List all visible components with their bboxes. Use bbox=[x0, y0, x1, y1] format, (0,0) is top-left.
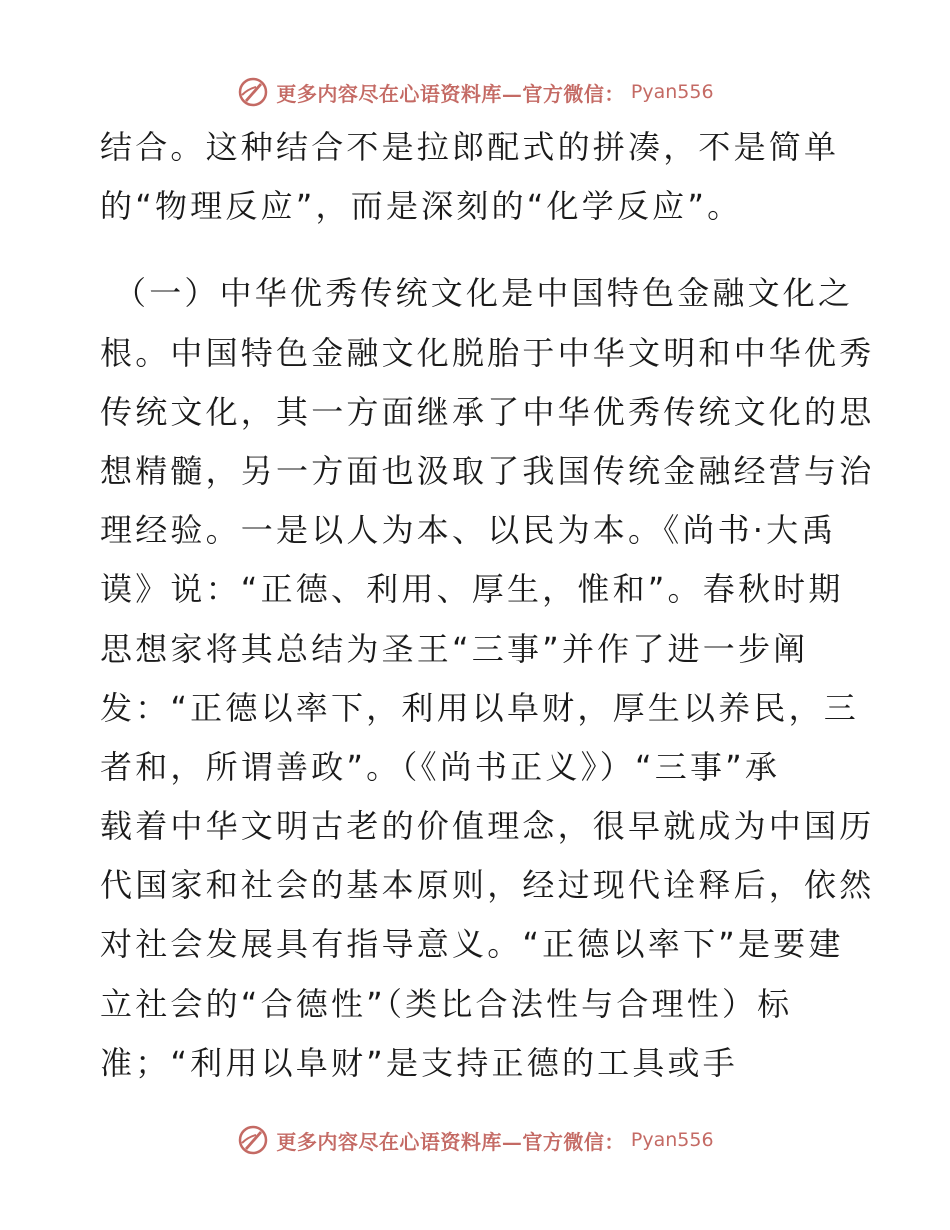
text-line: 思想家将其总结为圣王“三事”并作了进一步阐 bbox=[100, 629, 809, 668]
document-body bbox=[100, 118, 875, 1093]
text-line: 谟》说：“正德、利用、厚生，惟和”。春秋时期 bbox=[100, 570, 844, 609]
text-line: 代国家和社会的基本原则，经过现代诠释后，依然 bbox=[100, 866, 875, 905]
watermark-footer bbox=[0, 1120, 950, 1160]
quill-logo-icon bbox=[236, 75, 270, 109]
text-line: 理经验。一是以人为本、以民为本。《尚书·大禹 bbox=[100, 511, 837, 550]
text-line: （一）中华优秀传统文化是中国特色金融文化之 bbox=[114, 274, 854, 313]
quill-logo-icon bbox=[236, 1123, 270, 1157]
text-line: 对社会发展具有指导意义。“正德以率下”是要建 bbox=[100, 925, 844, 964]
text-line: 立社会的“合德性”（类比合法性与合理性）标 bbox=[100, 984, 793, 1023]
paragraph-2 bbox=[100, 264, 875, 1093]
watermark-wechat-id: Pyan556 bbox=[630, 1129, 714, 1151]
text-line: 传统文化，其一方面继承了中华优秀传统文化的思 bbox=[100, 392, 875, 431]
text-line: 的“物理反应”，而是深刻的“化学反应”。 bbox=[100, 187, 743, 226]
watermark-text: 更多内容尽在心语资料库—官方微信： bbox=[276, 1129, 625, 1154]
text-line: 者和，所谓善政”。（《尚书正义》）“三事”承 bbox=[100, 747, 781, 786]
watermark-wechat-id: Pyan556 bbox=[630, 81, 714, 103]
paragraph-1 bbox=[100, 118, 860, 236]
text-line: 准；“利用以阜财”是支持正德的工具或手 bbox=[100, 1043, 738, 1082]
text-line: 想精髓，另一方面也汲取了我国传统金融经营与治 bbox=[100, 451, 875, 490]
watermark-text: 更多内容尽在心语资料库—官方微信： bbox=[276, 81, 625, 106]
text-line: 发：“正德以率下，利用以阜财，厚生以养民，三 bbox=[100, 688, 859, 727]
text-line: 根。中国特色金融文化脱胎于中华文明和中华优秀 bbox=[100, 333, 875, 372]
text-line: 载着中华文明古老的价值理念，很早就成为中国历 bbox=[100, 807, 875, 846]
watermark-header bbox=[0, 72, 950, 112]
text-line: 结合。这种结合不是拉郎配式的拼凑，不是简单 bbox=[100, 128, 840, 166]
